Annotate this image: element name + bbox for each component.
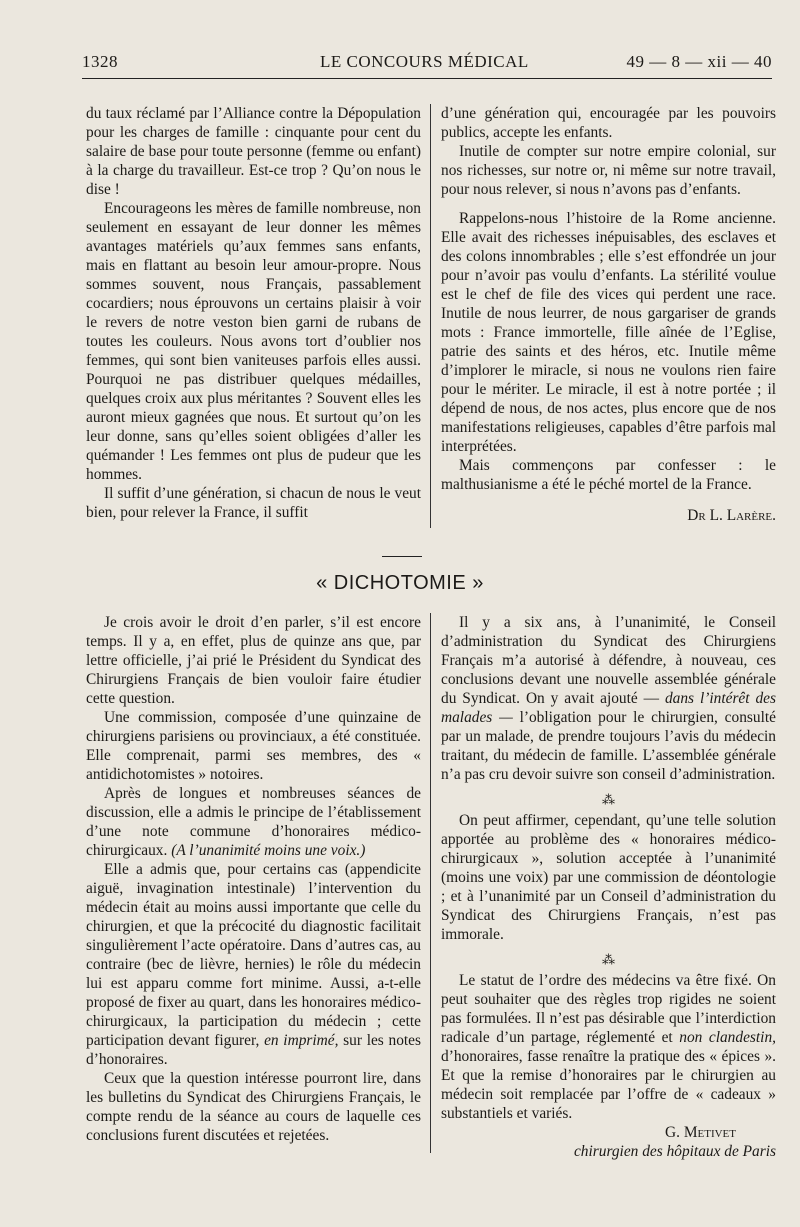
paragraph — [441, 613, 776, 784]
paragraph-text: l’obligation pour le chirurgien, consulté par un malade, de prendre toujours l’avis du médecin traitant, du médecin de famille. L’assemblée générale n’a pas cru devoir suivre son conseil d’administration. — [441, 709, 776, 783]
paragraph: Je crois avoir le droit d’en parler, s’il est encore temps. Il y a, en effet, plus de quinze ans que, par lettre officielle, j’ai prié le Président du Syndicat des Chirurgiens Français de bien vouloir faire étudier cette question. — [86, 614, 421, 707]
paragraph: Ceux que la question intéresse pourront lire, dans les bulletins du Syndicat des Chirurgiens Français, le compte rendu de la séance au cours de laquelle ces conclusions furent discutées et rejetées. — [86, 1070, 421, 1144]
article-title: « DICHOTOMIE » — [316, 572, 484, 594]
column-divider — [430, 613, 431, 1153]
paragraph: On peut affirmer, cependant, qu’une telle solution apportée au problème des « honoraires médico-chirurgicaux », solution acceptée à l’unanimité (moins une voix) par une commission de déontologie ; et à l’unanimité par un Conseil d’administration du Syndicat des Chirurgiens Français, n’est pas immorale. — [441, 812, 776, 943]
article2-right-column — [441, 613, 776, 1161]
paragraph: Une commission, composée d’une quinzaine de chirurgiens parisiens ou provinciaux, a été constituée. Elle comprenait, parmi ses membres, des « antidichotomistes » notoires. — [86, 709, 421, 783]
paragraph — [86, 860, 421, 1069]
section-separator: ⁂ — [602, 792, 615, 807]
paragraph — [86, 784, 421, 860]
author-title: chirurgien des hôpitaux de Paris — [573, 1143, 776, 1160]
section-separator: ⁂ — [602, 952, 615, 967]
patients-phrase: dans l’intérêt des malades — — [441, 690, 776, 726]
header-rule — [82, 78, 772, 79]
article1-left-column — [86, 104, 421, 522]
paragraph-text: sur les notes d’honoraires. — [86, 1032, 421, 1068]
paragraph — [441, 971, 776, 1123]
clandestin-phrase: non clandestin, — [679, 1029, 776, 1046]
paragraph-text: Elle a admis que, pour certains cas (appendicite aiguë, invagination intestinale) l’intervention du médecin était au moins aussi importante que celle du chirurgien, et que la précocité du diagnostic facilitait singulièrement l’acte opératoire. Dans d’autres cas, au contraire (bec de lièvre, hernies) le rôle du médecin lui est apparu comme fort minime. Aussi, a-t-elle proposé de fixer au quart, dans les honoraires médico-chirurgicaux, la participation du médecin ; cette participation devant figurer, — [86, 861, 421, 1049]
paragraph: Il suffit d’une génération, si chacun de nous le veut bien, pour relever la France, il suffit — [86, 485, 421, 521]
paragraph-text: Le statut de l’ordre des médecins va être fixé. On peut souhaiter que des règles trop rigides ne soient pas formulées. Il n’est pas désirable que l’interdiction radicale d’un partage, réglementé et — [441, 972, 776, 1046]
paragraph: du taux réclamé par l’Alliance contre la Dépopulation pour les charges de famille : cinquante pour cent du salaire de base pour toute personne (femme ou enfant) à la charge du travailleur. Est-ce trop ? Qu’on nous le dise ! — [86, 105, 421, 198]
printed-phrase: en imprimé, — [264, 1032, 339, 1049]
page-number: 1328 — [82, 52, 118, 71]
journal-title: LE CONCOURS MÉDICAL — [320, 52, 529, 71]
paragraph: Rappelons-nous l’histoire de la Rome ancienne. Elle avait des richesses inépuisables, des esclaves et des colons innombrables ; elle s’est effondrée un jour pour n’avoir pas voulu d’enfants. La stérilité voulue est le chef de file des vices qui perdent une race. Inutile de nous leurrer, de nous gargariser de grands mots : France immortelle, fille aînée de l’Eglise, patrie des saints et des héros, etc. Inutile même d’implorer le miracle, si nous ne voulons rien faire pour le mériter. Le miracle, il est à notre portée ; il dépend de nous, de nos actes, plus encore que de nos manifestations religieuses, capables d’être parfois mal interprétées. — [441, 210, 776, 455]
article2-left-column — [86, 613, 421, 1145]
paragraph: d’une génération qui, encouragée par les pouvoirs publics, accepte les enfants. — [441, 105, 776, 141]
article1-right-column — [441, 104, 776, 525]
author-name: G. Metivet — [665, 1124, 736, 1141]
paragraph-text: d’honoraires, fasse renaître la pratique des « épices ». Et que la remise d’honoraires par le chirurgien au médecin soit remplacée par l’offre de « cadeaux » substantiels et variés. — [441, 1048, 776, 1122]
running-header — [82, 52, 772, 76]
paragraph: Mais commençons par confesser : le malthusianisme a été le péché mortel de la France. — [441, 457, 776, 493]
paragraph: Inutile de compter sur notre empire colonial, sur nos richesses, sur notre or, ni même sur notre travail, pour nous relever, si nous n’avons pas d’enfants. — [441, 143, 776, 198]
paragraph: Encourageons les mères de famille nombreuse, non seulement en essayant de leur donner les mêmes avantages matériels qu’aux femmes sans enfants, mais en flattant au besoin leur amour-propre. Nous sommes souvent, nous Français, passablement cocardiers; nous éprouvons un certains plaisir à voir le revers de notre veston bien garni de rubans de toutes les couleurs. Nous avons tort d’oublier nos femmes, qui sont bien vaniteuses parfois elles aussi. Pourquoi ne pas distribuer quelques médailles, quelques croix aux plus méritantes ? Souvent elles les auront mieux gagnées que nous. Et surtout qu’on les leur donne, sans qu’elles soient obligées d’aller les quémander ! Les femmes ont plus de pudeur que les hommes. — [86, 200, 421, 483]
paragraph-text: Après de longues et nombreuses séances de discussion, elle a admis le principe de l’établissement d’une note commune d’honoraires médico-chirurgicaux. — [86, 785, 421, 859]
unanimity-note: (A l’unanimité moins une voix.) — [171, 842, 366, 859]
article1-signature: Dr L. Larère. — [687, 507, 776, 524]
issue-date: 49 — 8 — xii — 40 — [626, 52, 772, 71]
paragraph-text: Il y a six ans, à l’unanimité, le Conseil d’administration du Syndicat des Chirurgiens Français m’a autorisé à défendre, à nouveau, ces conclusions devant une nouvelle assemblée générale du Syndicat. On y avait ajouté — — [441, 614, 776, 707]
article-separator-rule — [382, 556, 422, 557]
column-divider — [430, 104, 431, 528]
